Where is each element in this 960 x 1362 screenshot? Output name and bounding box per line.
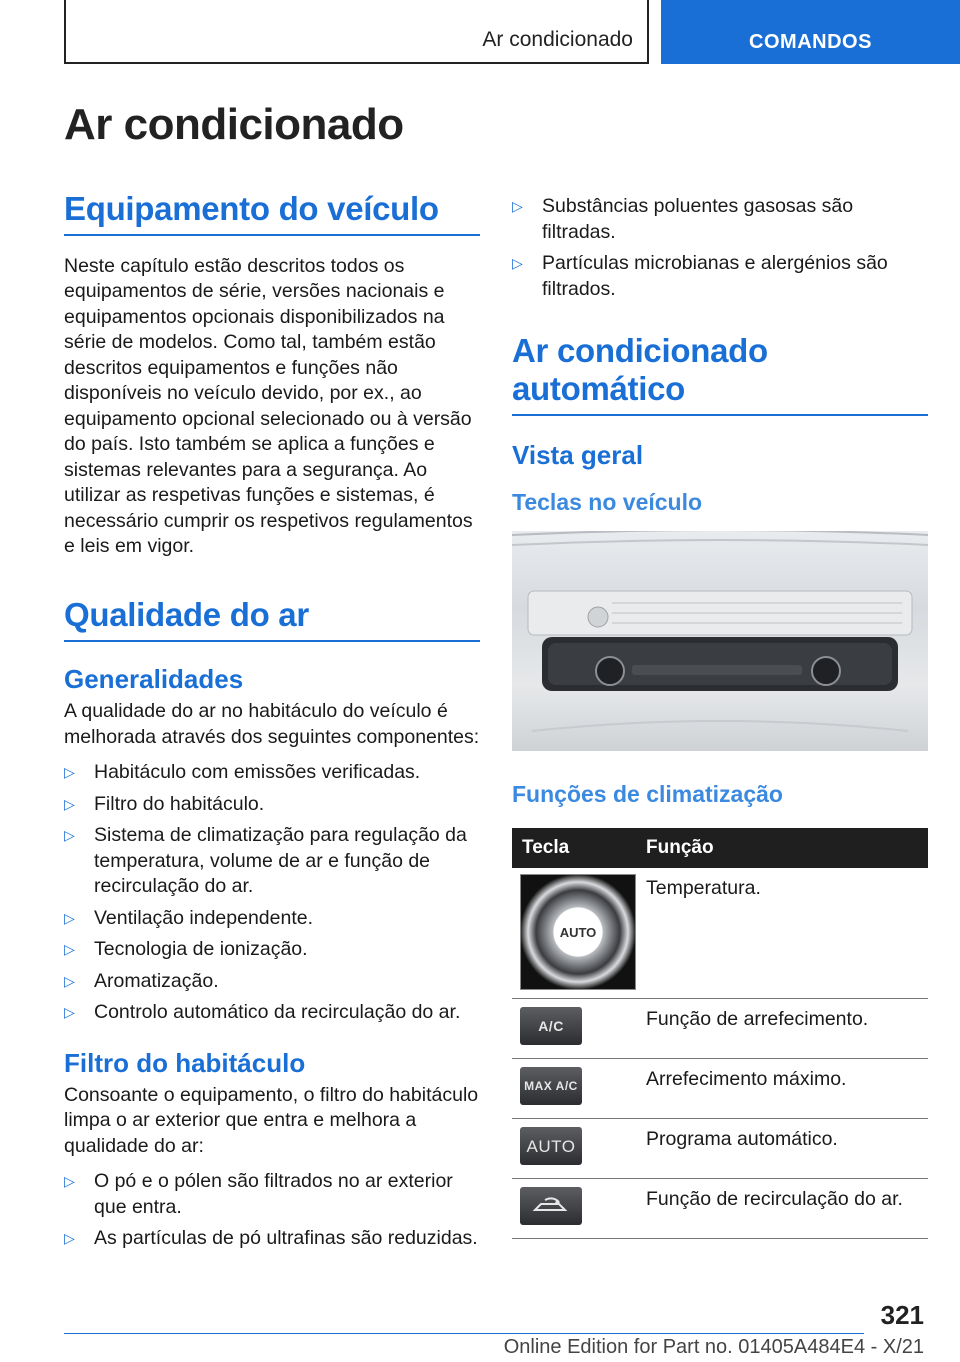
left-column: [64, 190, 480, 1258]
ac-key-icon: A/C: [520, 1007, 582, 1045]
cabin-filter-text: Consoante o equipamento, o filtro do habitáculo limpa o ar exterior que entra e melhora a qualidade do ar:: [64, 1083, 479, 1157]
header-section-title: Ar condicionado: [482, 28, 633, 51]
max-ac-key-icon: MAX A/C: [520, 1067, 582, 1105]
table-row: [512, 1119, 928, 1179]
climate-functions-heading: Funções de climatização: [512, 780, 783, 807]
list-item: ▷ Partículas microbianas e alergénios são filtrados.: [512, 252, 888, 300]
function-cell: Função de arrefecimento.: [636, 999, 928, 1059]
bullet-triangle-icon: ▷: [64, 764, 75, 781]
header-section-box: [64, 0, 649, 64]
function-cell: Temperatura.: [636, 868, 928, 999]
recirculation-key-icon: [520, 1187, 582, 1225]
filter-list-continued: [512, 194, 928, 302]
list-item: ▷ Tecnologia de ionização.: [64, 937, 480, 963]
bullet-triangle-icon: ▷: [512, 255, 523, 271]
footer-edition: Online Edition for Part no. 01405A484E4 - X/21: [503, 1336, 924, 1358]
header-chapter-tab: [661, 0, 960, 64]
general-heading: Generalidades: [64, 663, 244, 694]
buttons-in-vehicle-heading: Teclas no veículo: [512, 489, 703, 516]
table-row: [512, 1059, 928, 1119]
function-cell: Função de recirculação do ar.: [636, 1179, 928, 1239]
table-row: [512, 999, 928, 1059]
dial-auto-label: AUTO: [559, 924, 597, 940]
temperature-dial-image: [520, 874, 636, 990]
bullet-triangle-icon: ▷: [512, 198, 523, 214]
list-item: ▷ Habitáculo com emissões verificadas.: [64, 760, 480, 786]
list-item: ▷ Aromatização.: [64, 969, 480, 995]
auto-key-icon: AUTO: [520, 1127, 582, 1165]
general-text: A qualidade do ar no habitáculo do veículo é melhorada através dos seguintes componentes:: [64, 700, 480, 748]
footer-divider: [64, 1333, 864, 1334]
list-item: ▷ O pó e o pólen são filtrados no ar exterior que entra.: [64, 1170, 453, 1218]
table-row: [512, 1179, 928, 1239]
bullet-triangle-icon: ▷: [64, 1004, 75, 1021]
equipment-heading: Equipamento do veículo: [64, 190, 480, 236]
function-cell: Arrefecimento máximo.: [636, 1059, 928, 1119]
automatic-ac-heading: Ar condicionado automático: [512, 332, 928, 416]
air-quality-heading: Qualidade do ar: [64, 596, 480, 642]
bullet-triangle-icon: ▷: [64, 827, 75, 844]
overview-heading: Vista geral: [512, 439, 644, 470]
bullet-triangle-icon: ▷: [64, 972, 75, 989]
right-column: [512, 190, 928, 1239]
bullet-triangle-icon: ▷: [64, 1173, 75, 1190]
list-item: ▷ Sistema de climatização para regulação da temperatura, volume de ar e função de recirculação do ar.: [64, 824, 467, 898]
filter-list: [64, 1169, 480, 1252]
bullet-triangle-icon: ▷: [64, 1230, 75, 1247]
function-cell: Programa automático.: [636, 1119, 928, 1179]
table-row: [512, 868, 928, 999]
list-item: ▷ Substâncias poluentes gasosas são filtradas.: [512, 195, 854, 243]
climate-functions-table: [512, 828, 928, 1239]
list-item: ▷ Controlo automático da recirculação do ar.: [64, 1000, 480, 1026]
climate-panel-photo: [512, 531, 928, 751]
page-title: Ar condicionado: [64, 100, 404, 149]
equipment-text: Neste capítulo estão descritos todos os equipamentos de série, versões nacionais e equipamentos opcionais disponibilizados na série de modelos. Como tal, também estão descritos equipamentos e funções não disponíveis no veículo devido, por ex., ao equipamento opcional selecionado ou à versão do país. Isto também se aplica a funções e sistemas relevantes para a segurança. Ao utilizar as respetivas funções e sistemas, é necessário cumprir os respetivos regulamentos e leis em vigor.: [64, 254, 473, 558]
list-item: ▷ As partículas de pó ultrafinas são reduzidas.: [64, 1226, 480, 1252]
bullet-triangle-icon: ▷: [64, 795, 75, 812]
list-item: ▷ Filtro do habitáculo.: [64, 792, 480, 818]
bullet-triangle-icon: ▷: [64, 941, 75, 958]
column-header-key: Tecla: [512, 828, 636, 868]
page-number: 321: [880, 1300, 924, 1330]
header-chapter-label: COMANDOS: [749, 31, 872, 53]
list-item: ▷ Ventilação independente.: [64, 906, 480, 932]
cabin-filter-heading: Filtro do habitáculo: [64, 1047, 306, 1078]
components-list: [64, 760, 480, 1026]
bullet-triangle-icon: ▷: [64, 909, 75, 926]
column-header-function: Função: [636, 828, 928, 868]
